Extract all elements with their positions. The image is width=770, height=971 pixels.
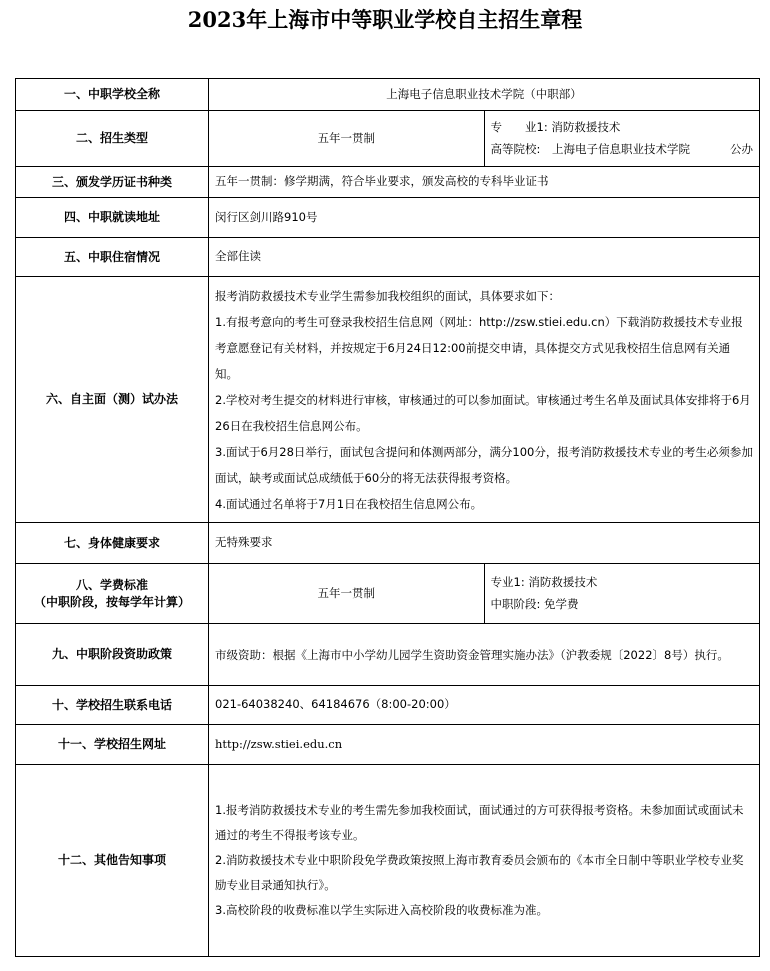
row-address (16, 198, 760, 238)
row-website (16, 725, 760, 765)
value-dorm: 全部住读 (209, 238, 760, 277)
interview-paragraph: 4.面试通过名单将于7月1日在我校招生信息网公布。 (215, 496, 483, 511)
fee-major-line: 专业1: 消防救援技术 (490, 574, 598, 589)
row-dorm (16, 238, 760, 277)
value-enroll-type: 五年一贯制 (209, 111, 485, 167)
label-website: 十一、学校招生网址 (16, 725, 209, 765)
enroll-major-line: 专 业1: 消防救援技术 (490, 119, 621, 134)
label-phone: 十、学校招生联系电话 (16, 686, 209, 725)
fee-details (484, 564, 760, 624)
page-title: 2023年上海市中等职业学校自主招生章程 (187, 7, 583, 32)
row-phone (16, 686, 760, 725)
interview-paragraph: 3.面试于6月28日举行，面试包含提问和体测两部分，满分100分，报考消防救援技术专业的考生必须参加面试，缺考或面试总成绩低于60分的将无法获得报考资格。 (215, 444, 753, 485)
value-certificate: 五年一贯制：修学期满，符合毕业要求，颁发高校的专科毕业证书 (209, 167, 760, 198)
college-label: 高等院校: (490, 141, 541, 156)
interview-paragraph: 2.学校对考生提交的材料进行审核，审核通过的可以参加面试。审核通过考生名单及面试具体安排将于6月26日在我校招生信息网公布。 (215, 392, 751, 433)
value-fee-type: 五年一贯制 (209, 564, 485, 624)
value-school-name: 上海电子信息职业技术学院（中职部） (209, 79, 760, 111)
notes-paragraph: 3.高校阶段的收费标准以学生实际进入高校阶段的收费标准为准。 (215, 903, 548, 917)
value-phone: 021-64038240、64184676（8:00-20:00） (209, 686, 760, 725)
row-aid (16, 624, 760, 686)
college-value: 上海电子信息职业技术学院 (552, 141, 691, 156)
label-enroll-type: 二、招生类型 (16, 111, 209, 167)
row-certificate (16, 167, 760, 198)
label-dorm: 五、中职住宿情况 (16, 238, 209, 277)
row-school-name (16, 79, 760, 111)
enroll-type-details (484, 111, 760, 167)
label-fee-line1: 八、学费标准 (75, 578, 148, 593)
value-address: 闵行区剑川路910号 (209, 198, 760, 238)
interview-details (209, 277, 760, 523)
interview-paragraph: 1.有报考意向的考生可登录我校招生信息网（网址：http://zsw.stiei.edu.cn）下载消防救援技术专业报考意愿登记有关材料，并按规定于6月24日12:00前提交申请，具体提交方式见我校招生信息网有关通知。 (215, 314, 743, 381)
admission-table (15, 78, 760, 957)
interview-paragraph: 报考消防救援技术专业学生需参加我校组织的面试，具体要求如下： (215, 288, 560, 303)
row-notes (16, 765, 760, 957)
notes-details (209, 765, 760, 957)
row-enroll-type (16, 111, 760, 167)
notes-paragraph: 2.消防救援技术专业中职阶段免学费政策按照上海市教育委员会颁布的《本市全日制中等职业学校专业奖励专业目录通知执行》。 (215, 853, 744, 892)
label-notes: 十二、其他告知事项 (16, 765, 209, 957)
label-aid: 九、中职阶段资助政策 (16, 624, 209, 686)
row-fee (16, 564, 760, 624)
row-interview (16, 277, 760, 523)
notes-paragraph: 1.报考消防救援技术专业的考生需先参加我校面试，面试通过的方可获得报考资格。未参加面试或面试未通过的考生不得报考该专业。 (215, 803, 744, 842)
enroll-college-line (491, 142, 754, 158)
value-health: 无特殊要求 (209, 523, 760, 564)
label-fee-line2: （中职阶段，按每学年计算） (33, 594, 190, 609)
row-health (16, 523, 760, 564)
college-nature: 公办 (730, 141, 753, 156)
label-fee (16, 564, 209, 624)
value-website[interactable]: http://zsw.stiei.edu.cn (209, 725, 760, 765)
value-aid: 市级资助：根据《上海市中小学幼儿园学生资助资金管理实施办法》（沪教委规〔2022〕8号）执行。 (209, 624, 760, 686)
label-interview: 六、自主面（测）试办法 (16, 277, 209, 523)
label-certificate: 三、颁发学历证书种类 (16, 167, 209, 198)
label-health: 七、身体健康要求 (16, 523, 209, 564)
label-school-name: 一、中职学校全称 (16, 79, 209, 111)
fee-stage-line: 中职阶段: 免学费 (490, 596, 579, 611)
label-address: 四、中职就读地址 (16, 198, 209, 238)
